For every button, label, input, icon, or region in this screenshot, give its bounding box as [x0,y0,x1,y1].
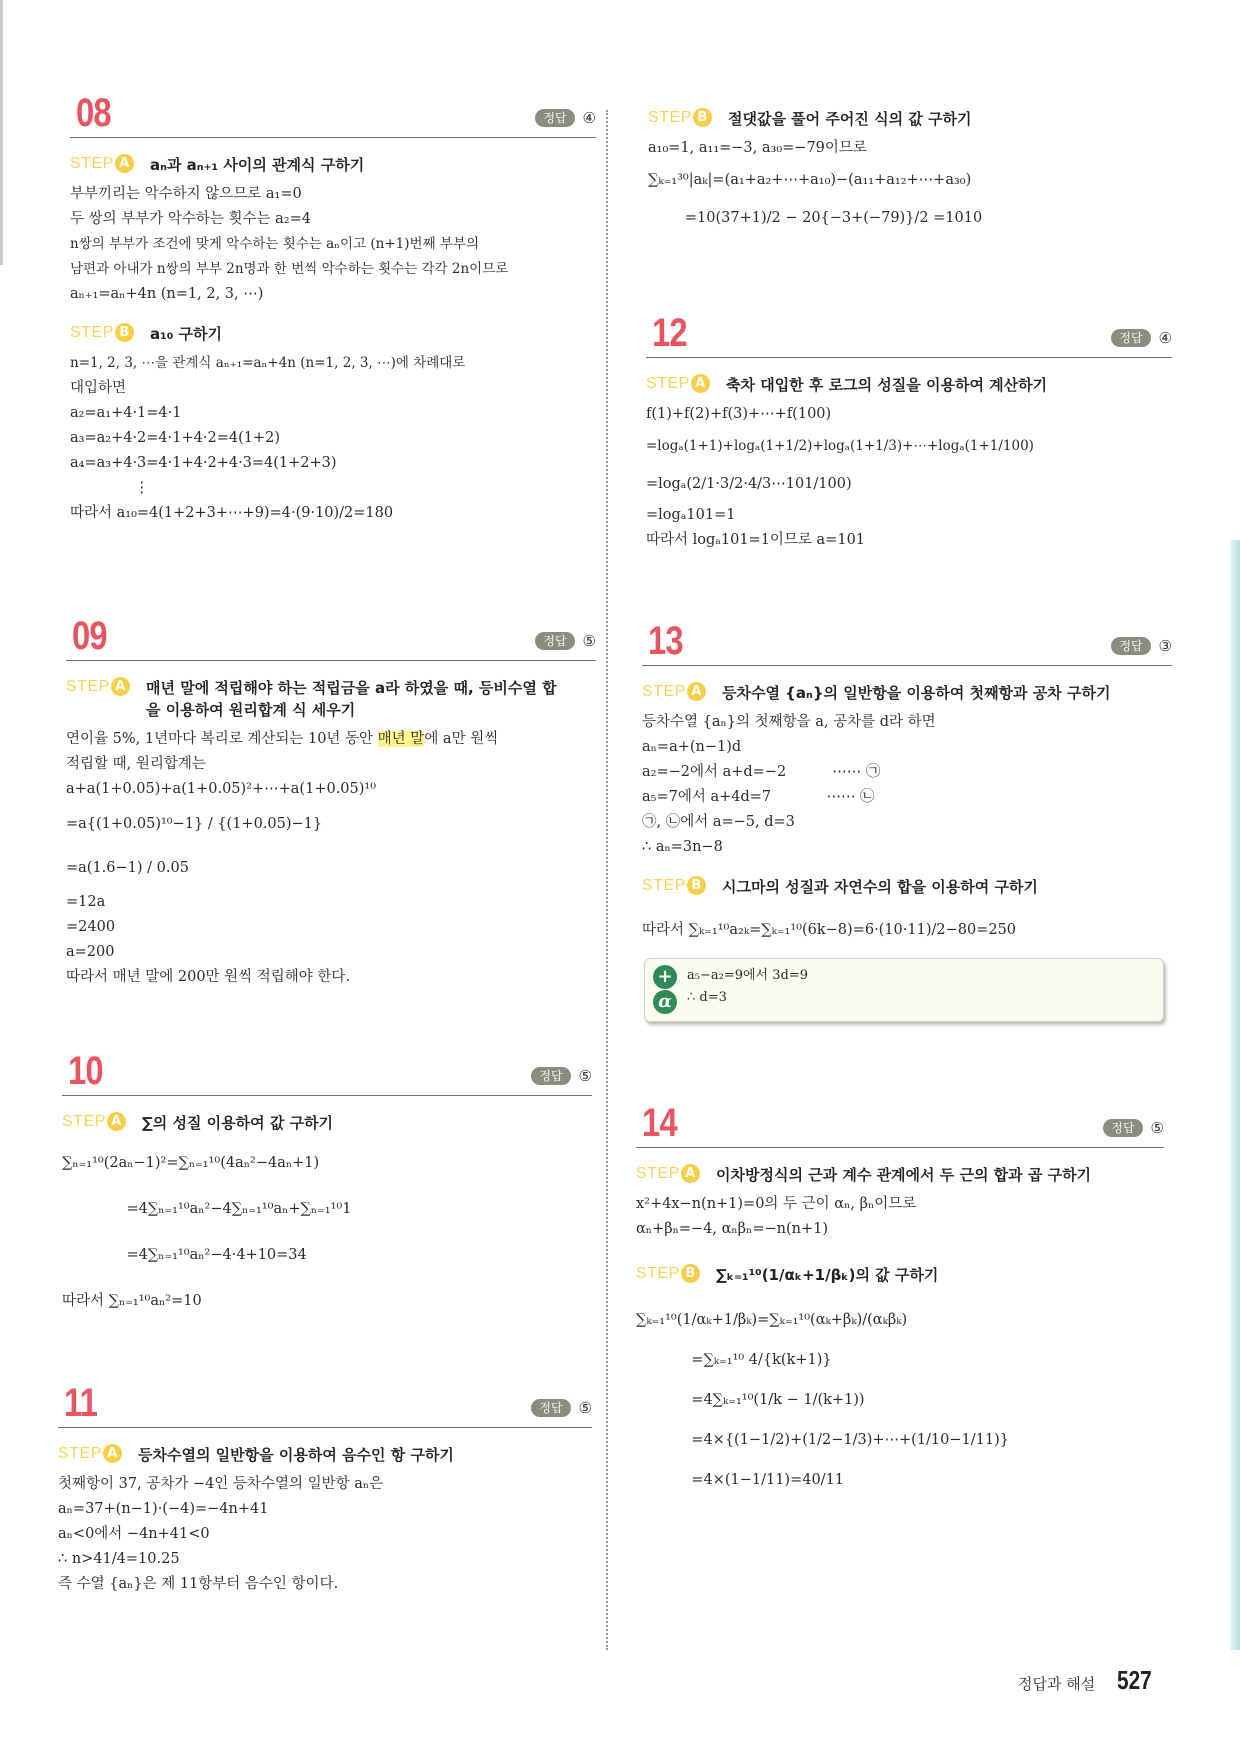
solution-line: 따라서 ∑ₙ₌₁¹⁰aₙ²=10 [62,1293,202,1309]
solution-line: ∴ n>41/4=10.25 [58,1551,180,1567]
step-tag: STEP A [62,1112,142,1131]
step-tag: STEP A [58,1444,138,1463]
highlighted-text: 매년 말 [377,731,425,747]
step-a [62,1112,592,1134]
problem-header [646,312,1172,358]
answer [531,1399,592,1417]
answer-value: ③ [1158,637,1172,655]
answer [1111,329,1172,347]
solution-line: =a(1.6−1) / 0.05 [66,860,189,876]
step-title: 등차수열의 일반항을 이용하여 음수인 항 구하기 [138,1446,454,1464]
solution-body [66,727,596,990]
answer [531,1067,592,1085]
problem-header [58,1382,592,1428]
solution-line: 따라서 매년 말에 200만 원씩 적립해야 한다. [66,969,351,985]
problem-number: 13 [648,619,683,663]
solution-line: =∑ₖ₌₁¹⁰ 4/{k(k+1)} [636,1352,832,1368]
solution-line: 연이율 5%, 1년마다 복리로 계산되는 10년 동안 매년 말에 a만 원씩 [66,731,499,747]
tip-box [644,958,1164,1022]
solution-body [62,1140,592,1324]
answer [1103,1119,1164,1137]
solution-line: a₁₀=1, a₁₁=−3, a₃₀=−79이므로 [648,140,867,156]
solution-line: aₙ=37+(n−1)·(−4)=−4n+41 [58,1501,269,1517]
answer-value: ⑤ [582,632,596,650]
answer [535,632,596,650]
solution-line: =4∑ₖ₌₁¹⁰(1/k − 1/(k+1)) [636,1392,865,1408]
problem-header [636,1102,1164,1148]
step-letter-icon: A [681,1164,700,1183]
step-tag: STEP A [70,154,150,173]
solution-line: 대입하면 [70,380,127,396]
step-a [66,677,596,721]
solution-line: =10(37+1)/2 − 20{−3+(−79)}/2 =1010 [648,210,983,226]
problem-11-continued [648,92,1178,237]
step-b [70,323,596,345]
step-letter-icon: A [103,1444,122,1463]
step-letter-icon: B [693,108,712,127]
step-title: ∑의 성질 이용하여 값 구하기 [142,1114,334,1132]
step-title: 이차방정식의 근과 계수 관계에서 두 근의 합과 곱 구하기 [716,1166,1092,1184]
solution-line: x²+4x−n(n+1)=0의 두 근이 αₙ, βₙ이므로 [636,1196,917,1212]
solution-body [70,182,596,307]
answer-badge: 정답 [531,1067,570,1085]
answer-value: ④ [582,109,596,127]
solution-line: 첫째항이 37, 공차가 −4인 등차수열의 일반항 aₙ은 [58,1476,384,1492]
problem-header [62,1050,592,1096]
solution-line: =logₐ(1+1)+logₐ(1+1/2)+logₐ(1+1/3)+⋯+logₐ(1+1/100) [646,438,1034,454]
step-letter-icon: A [115,154,134,173]
problem-14 [636,1102,1164,1500]
step-title: 절댓값을 풀어 주어진 식의 값 구하기 [728,110,972,128]
answer [535,109,596,127]
solution-line: 남편과 아내가 n쌍의 부부 2n명과 한 번씩 악수하는 횟수는 각각 2n이므로 [70,261,509,277]
footer-label: 정답과 해설 [1018,1675,1096,1693]
step-tag: STEP B [636,1264,716,1283]
step-letter-icon: A [687,682,706,701]
solution-line: 따라서 ∑ₖ₌₁¹⁰a₂ₖ=∑ₖ₌₁¹⁰(6k−8)=6·(10·11)/2−80=250 [642,922,1017,938]
step-b [642,876,1172,898]
page-edge-tab [1230,540,1240,1650]
page-footer [1018,1665,1161,1696]
step-letter-icon: A [107,1112,126,1131]
page-edge-shadow [0,0,3,265]
page-number: 527 [1117,1665,1152,1695]
step-tag: STEP A [646,374,726,393]
step-title: 축차 대입한 후 로그의 성질을 이용하여 계산하기 [726,376,1048,394]
solution-line: ∑ₖ₌₁³⁰|aₖ|=(a₁+a₂+⋯+a₁₀)−(a₁₁+a₁₂+⋯+a₃₀) [648,172,972,188]
step-title: a₁₀ 구하기 [150,325,222,343]
answer-badge: 정답 [535,109,574,127]
answer-badge: 정답 [1103,1119,1142,1137]
solution-line: ⋮ [70,480,150,496]
answer-value: ⑤ [578,1067,592,1085]
solution-line: 즉 수열 {aₙ}은 제 11항부터 음수인 항이다. [58,1576,339,1592]
problem-header [642,620,1172,666]
plus-alpha-icon: + α [653,965,677,1015]
step-letter-icon: B [687,876,706,895]
solution-line: a₅=7에서 a+4d=7 ⋯⋯ ㉡ [642,789,875,805]
problem-number: 08 [76,91,111,135]
step-letter-icon: A [111,677,130,696]
solution-line: 적립할 때, 원리합계는 [66,756,206,772]
solution-line: =2400 [66,919,116,935]
solution-body [648,136,1178,237]
step-title: aₙ과 aₙ₊₁ 사이의 관계식 구하기 [150,156,365,174]
step-letter-icon: B [681,1264,700,1283]
solution-line: 따라서 a₁₀=4(1+2+3+⋯+9)=4·(9·10)/2=180 [70,505,394,521]
solution-line: =4∑ₙ₌₁¹⁰aₙ²−4∑ₙ₌₁¹⁰aₙ+∑ₙ₌₁¹⁰1 [62,1201,352,1217]
solution-line: =12a [66,894,106,910]
solution-line: aₙ<0에서 −4n+41<0 [58,1526,210,1542]
problem-header [66,615,596,661]
step-tag: STEP B [70,323,150,342]
problem-08 [70,92,596,526]
solution-body [636,1192,1164,1242]
solution-body [642,912,1172,948]
answer-value: ④ [1158,329,1172,347]
step-a [70,154,596,176]
step-a [58,1444,592,1466]
answer-badge: 정답 [1111,637,1150,655]
tip-text: a₅−a₂=9에서 3d=9 ∴ d=3 [687,968,808,1005]
problem-number: 10 [68,1049,103,1093]
problem-number: 09 [72,614,107,658]
step-title: 등차수열 {aₙ}의 일반항을 이용하여 첫째항과 공차 구하기 [722,684,1111,702]
solution-line: =logₐ(2/1·3/2·4/3⋯101/100) [646,476,852,492]
step-b [648,108,1178,130]
solution-line: ∑ₖ₌₁¹⁰(1/αₖ+1/βₖ)=∑ₖ₌₁¹⁰(αₖ+βₖ)/(αₖβₖ) [636,1312,908,1328]
answer-value: ⑤ [1150,1119,1164,1137]
solution-line: n=1, 2, 3, ⋯을 관계식 aₙ₊₁=aₙ+4n (n=1, 2, 3, ⋯)에 차례대로 [70,355,466,371]
solution-line: =logₐ101=1 [646,507,736,523]
problem-header [70,92,596,138]
solution-line: =a{(1+0.05)¹⁰−1} / {(1+0.05)−1} [66,816,323,832]
solution-line: a₃=a₂+4·2=4·1+4·2=4(1+2) [70,430,280,446]
step-tag: STEP A [66,677,146,696]
solution-line: =4×(1−1/11)=40/11 [636,1472,845,1488]
solution-line: =4×{(1−1/2)+(1/2−1/3)+⋯+(1/10−1/11)} [636,1432,1009,1448]
solution-body [642,710,1172,860]
solution-body [58,1472,592,1597]
step-tag: STEP A [636,1164,716,1183]
step-a [636,1164,1164,1186]
step-title: 매년 말에 적립해야 하는 적립금을 a라 하였을 때, 등비수열 합을 이용하여 원리합계 식 세우기 [146,679,557,719]
solution-line: =4∑ₙ₌₁¹⁰aₙ²−4·4+10=34 [62,1247,307,1263]
solution-line: αₙ+βₙ=−4, αₙβₙ=−n(n+1) [636,1221,828,1237]
answer-badge: 정답 [535,632,574,650]
problem-09 [66,615,596,990]
step-letter-icon: A [691,374,710,393]
problem-number: 11 [64,1381,98,1425]
solution-body [646,402,1172,553]
problem-12 [646,312,1172,553]
step-a [646,374,1172,396]
solution-line: aₙ₊₁=aₙ+4n (n=1, 2, 3, ⋯) [70,286,264,302]
solution-line: a₂=−2에서 a+d=−2 ⋯⋯ ㉠ [642,764,881,780]
answer [1111,637,1172,655]
column-divider [606,110,608,1650]
solution-line: ∴ aₙ=3n−8 [642,839,723,855]
solution-line: a₄=a₃+4·3=4·1+4·2+4·3=4(1+2+3) [70,455,337,471]
step-a [642,682,1172,704]
solution-body [636,1300,1164,1500]
solution-line: 부부끼리는 악수하지 않으므로 a₁=0 [70,186,302,202]
answer-badge: 정답 [531,1399,570,1417]
solution-line: ㉠, ㉡에서 a=−5, d=3 [642,814,795,830]
solution-body [70,351,596,526]
solution-line: a=200 [66,944,115,960]
step-tag: STEP B [642,876,722,895]
solution-line: f(1)+f(2)+f(3)+⋯+f(100) [646,406,832,422]
step-letter-icon: B [115,323,134,342]
answer-value: ⑤ [578,1399,592,1417]
problem-number: 14 [642,1101,677,1145]
step-tag: STEP A [642,682,722,701]
step-title: ∑ₖ₌₁¹⁰(1/αₖ+1/βₖ)의 값 구하기 [716,1266,939,1284]
solution-line: n쌍의 부부가 조건에 맞게 악수하는 횟수는 aₙ이고 (n+1)번째 부부의 [70,236,480,252]
solution-line: 두 쌍의 부부가 악수하는 횟수는 a₂=4 [70,211,311,227]
step-b [636,1264,1164,1286]
problem-number: 12 [652,311,687,355]
problem-11 [58,1382,592,1597]
solution-line: 따라서 logₐ101=1이므로 a=101 [646,532,866,548]
solution-line: ∑ₙ₌₁¹⁰(2aₙ−1)²=∑ₙ₌₁¹⁰(4aₙ²−4aₙ+1) [62,1155,320,1171]
problem-13 [642,620,1172,1022]
problem-10 [62,1050,592,1324]
solution-line: 등차수열 {aₙ}의 첫째항을 a, 공차를 d라 하면 [642,714,936,730]
solution-line: a₂=a₁+4·1=4·1 [70,405,182,421]
step-title: 시그마의 성질과 자연수의 합을 이용하여 구하기 [722,878,1038,896]
step-tag: STEP B [648,108,728,127]
solution-line: a+a(1+0.05)+a(1+0.05)²+⋯+a(1+0.05)¹⁰ [66,781,377,797]
solution-line: aₙ=a+(n−1)d [642,739,742,755]
answer-badge: 정답 [1111,329,1150,347]
